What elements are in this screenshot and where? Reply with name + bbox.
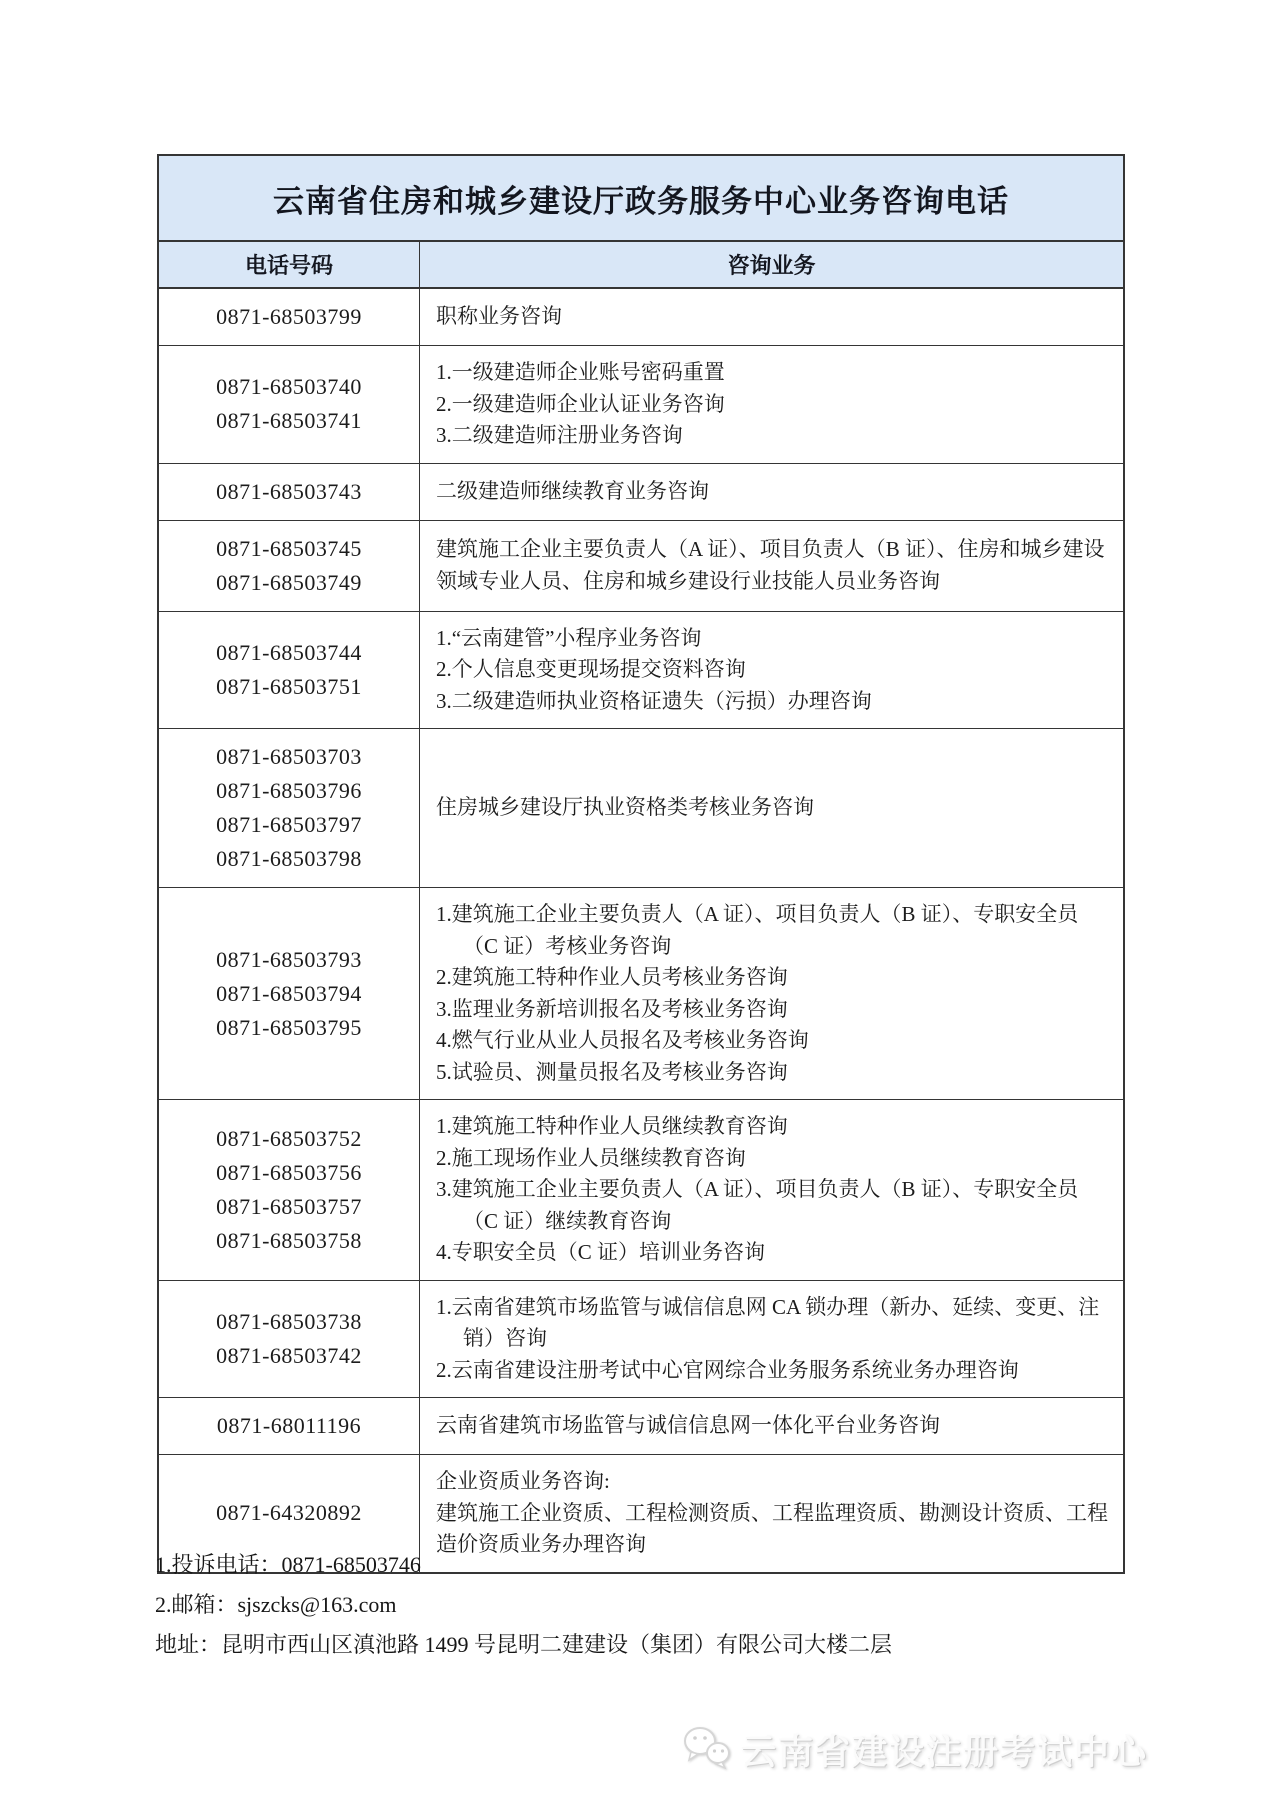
phone-number: 0871-68503795 — [216, 1014, 362, 1040]
service-item: 2.建筑施工特种作业人员考核业务咨询 — [436, 965, 788, 989]
phone-cell — [159, 1281, 420, 1398]
service-cell — [420, 888, 1123, 1099]
service-item: 1.建筑施工企业主要负责人（A 证）、项目负责人（B 证）、专职安全员（C 证）考核业务咨询 — [436, 902, 1079, 958]
service-cell — [420, 729, 1123, 887]
service-item: 二级建造师继续教育业务咨询 — [436, 478, 709, 503]
service-item: 4.燃气行业从业人员报名及考核业务咨询 — [436, 1028, 809, 1052]
service-item: 云南省建筑市场监管与诚信信息网一体化平台业务咨询 — [436, 1413, 940, 1438]
phone-cell — [159, 521, 420, 611]
phone-number: 0871-68503796 — [216, 778, 362, 803]
watermark-text: 云南省建设注册考试中心 — [740, 1732, 1148, 1772]
phone-number: 0871-68503703 — [216, 744, 362, 769]
service-item: 3.二级建造师执业资格证遗失（污损）办理咨询 — [436, 688, 872, 713]
phone-cell — [159, 729, 420, 887]
phone-number: 0871-68503793 — [216, 946, 362, 972]
service-cell — [420, 464, 1123, 520]
service-item: 2.个人信息变更现场提交资料咨询 — [436, 657, 746, 681]
table-body — [159, 289, 1123, 1572]
table-row — [159, 729, 1123, 888]
phone-number: 0871-68503741 — [216, 408, 362, 434]
service-item: 职称业务咨询 — [436, 304, 562, 329]
service-item: 4.专职安全员（C 证）培训业务咨询 — [436, 1240, 766, 1264]
table-row — [159, 346, 1123, 464]
watermark — [681, 1724, 1148, 1775]
header-consultation-business: 咨询业务 — [727, 253, 816, 278]
phone-cell — [159, 346, 420, 463]
phone-number: 0871-68503752 — [216, 1125, 362, 1151]
service-item: 1.建筑施工特种作业人员继续教育咨询 — [436, 1114, 788, 1138]
service-item: 1.云南省建筑市场监管与诚信信息网 CA 锁办理（新办、延续、变更、注销）咨询 — [436, 1294, 1100, 1350]
service-item: 1.一级建造师企业账号密码重置 — [436, 360, 725, 384]
phone-number: 0871-68503744 — [216, 639, 362, 665]
table-row — [159, 289, 1123, 346]
service-item: 2.一级建造师企业认证业务咨询 — [436, 391, 725, 416]
table-row — [159, 464, 1123, 521]
phone-cell — [159, 888, 420, 1099]
service-item: 3.建筑施工企业主要负责人（A 证）、项目负责人（B 证）、专职安全员（C 证）继续教育咨询 — [436, 1177, 1079, 1233]
phone-number: 0871-68011196 — [216, 1413, 362, 1438]
phone-number: 0871-68503756 — [216, 1159, 362, 1185]
service-item: 2.云南省建设注册考试中心官网综合业务服务系统业务办理咨询 — [436, 1357, 1019, 1382]
table-row — [159, 612, 1123, 730]
phone-cell — [159, 464, 420, 520]
phone-number: 0871-64320892 — [216, 1500, 362, 1526]
service-cell — [420, 1281, 1123, 1398]
phone-cell — [159, 1398, 420, 1454]
phone-number: 0871-68503740 — [216, 374, 362, 400]
phone-number: 0871-68503799 — [216, 304, 362, 329]
phone-number: 0871-68503743 — [216, 478, 362, 504]
phone-number: 0871-68503749 — [216, 569, 362, 595]
service-cell — [420, 612, 1123, 729]
phone-number: 0871-68503797 — [216, 812, 362, 837]
footer-notes — [155, 1545, 1135, 1665]
service-item: 5.试验员、测量员报名及考核业务咨询 — [436, 1059, 788, 1084]
table-row — [159, 1281, 1123, 1399]
table-title: 云南省住房和城乡建设厅政务服务中心业务咨询电话 — [159, 156, 1123, 242]
phone-number: 0871-68503798 — [216, 846, 362, 871]
footer-note-line: 2.邮箱：sjszcks@163.com — [155, 1592, 397, 1617]
phone-number: 0871-68503751 — [216, 673, 362, 699]
service-item: 3.监理业务新培训报名及考核业务咨询 — [436, 996, 788, 1021]
header-phone-number: 电话号码 — [159, 242, 420, 287]
table-header-row — [159, 242, 1123, 289]
service-cell — [420, 346, 1123, 463]
wechat-icon — [681, 1724, 733, 1775]
footer-note-line: 1.投诉电话：0871-68503746 — [155, 1552, 421, 1577]
phone-cell — [159, 289, 420, 345]
phone-number: 0871-68503745 — [216, 535, 362, 561]
service-item: 1.“云南建管”小程序业务咨询 — [436, 625, 702, 650]
service-item: 建筑施工企业资质、工程检测资质、工程监理资质、勘测设计资质、工程造价资质业务办理咨询 — [436, 1500, 1108, 1556]
service-cell — [420, 521, 1123, 611]
table-row — [159, 1100, 1123, 1281]
service-item: 建筑施工企业主要负责人（A 证）、项目负责人（B 证）、住房和城乡建设领域专业人员、住房和城乡建设行业技能人员业务咨询 — [436, 537, 1105, 593]
table-row — [159, 888, 1123, 1100]
phone-number: 0871-68503758 — [216, 1227, 362, 1253]
service-cell — [420, 1398, 1123, 1454]
table-row — [159, 1398, 1123, 1455]
service-item: 3.二级建造师注册业务咨询 — [436, 423, 683, 447]
table-row — [159, 521, 1123, 612]
footer-note-line: 地址：昆明市西山区滇池路 1499 号昆明二建建设（集团）有限公司大楼二层 — [155, 1632, 893, 1657]
consultation-phone-table — [157, 154, 1125, 1574]
phone-cell — [159, 1100, 420, 1280]
service-item: 住房城乡建设厅执业资格类考核业务咨询 — [436, 795, 814, 820]
service-item: 企业资质业务咨询: — [436, 1469, 610, 1493]
phone-number: 0871-68503742 — [216, 1342, 362, 1368]
service-cell — [420, 289, 1123, 345]
phone-number: 0871-68503738 — [216, 1308, 362, 1334]
phone-cell — [159, 612, 420, 729]
service-item: 2.施工现场作业人员继续教育咨询 — [436, 1145, 746, 1170]
phone-number: 0871-68503757 — [216, 1193, 362, 1219]
service-cell — [420, 1100, 1123, 1280]
phone-number: 0871-68503794 — [216, 980, 362, 1006]
